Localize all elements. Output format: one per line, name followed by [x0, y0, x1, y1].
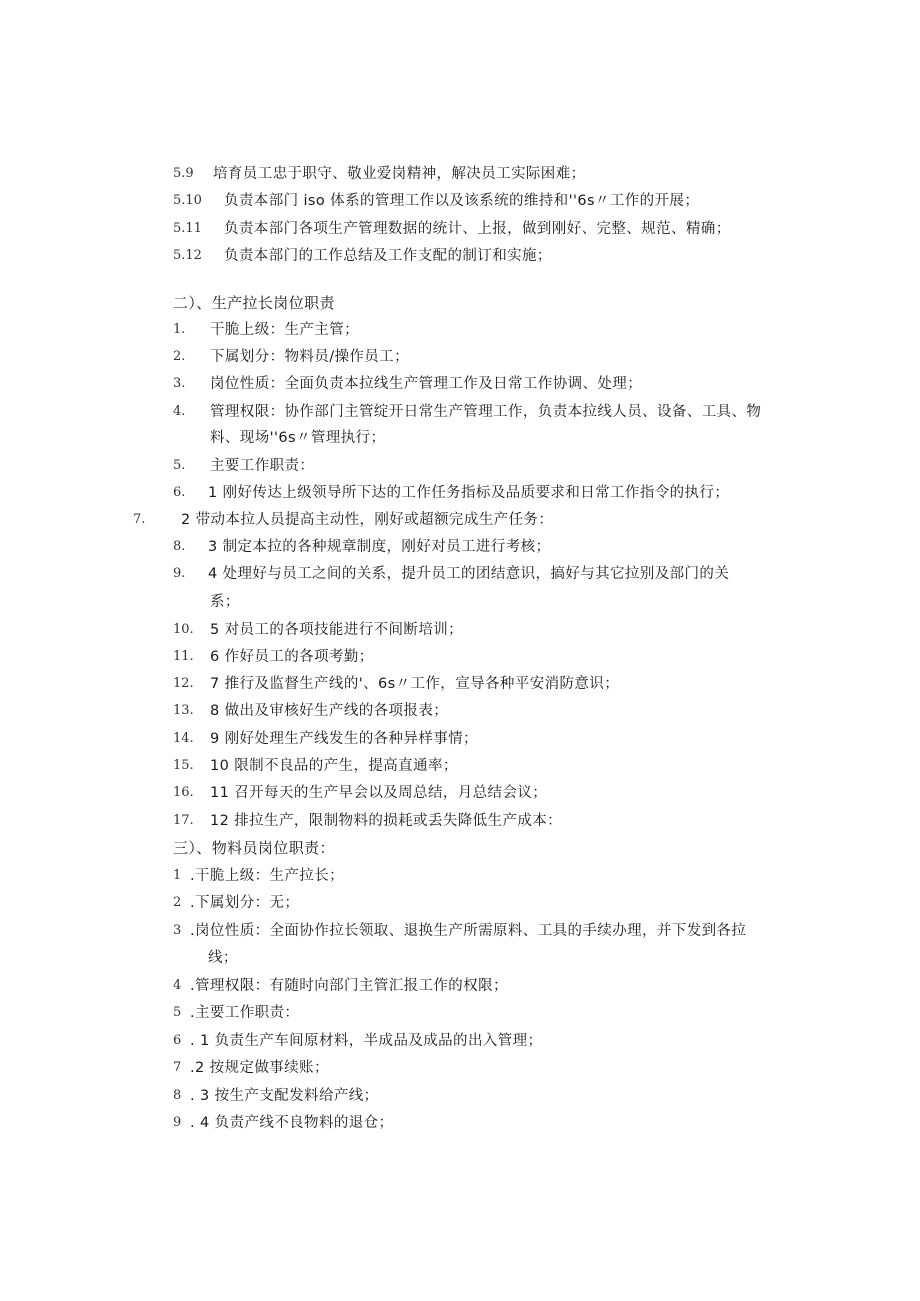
item-text: 7 推行及监督生产线的'、6s〃工作，宣导各种平安消防意识； — [210, 676, 620, 692]
item-number: 7 — [173, 1060, 182, 1075]
item-text: . 1 负责生产车间原材料，半成品及成品的出入管理； — [190, 1033, 543, 1049]
item-text: 培育员工忠于职守、敬业爱岗精神，解决员工实际困难； — [213, 166, 586, 182]
item-number: 5.9 — [173, 166, 194, 181]
item-number: 17. — [173, 813, 194, 828]
item-text: 12 排拉生产，限制物料的损耗或丢失降低生产成本： — [210, 813, 563, 829]
item-text: .管理权限：有随时向部门主管汇报工作的权限； — [190, 978, 508, 994]
item-number: 8 — [173, 1088, 182, 1103]
item-text: 负责本部门 iso 体系的管理工作以及该系统的维持和''6s〃工作的开展； — [224, 193, 700, 209]
item-text: .干脆上级：生产拉长； — [190, 868, 345, 884]
item-number: 11. — [173, 649, 194, 664]
item-text: 负责本部门的工作总结及工作支配的制订和实施； — [224, 248, 552, 264]
item-text: 主要工作职责： — [210, 458, 315, 474]
item-text: 岗位性质：全面负责本拉线生产管理工作及日常工作协调、处理； — [210, 376, 643, 392]
item-text: 负责本部门各项生产管理数据的统计、上报，做到刚好、完整、规范、精确； — [224, 221, 731, 237]
item-number: 2. — [173, 349, 186, 364]
item-number: 3. — [173, 376, 186, 391]
item-number: 1. — [173, 322, 186, 337]
item-number: 9 — [173, 1115, 182, 1130]
item-number: 5 — [173, 1005, 182, 1020]
item-text: 9 刚好处理生产线发生的各种异样事情； — [210, 731, 478, 747]
item-number: 6 — [173, 1033, 182, 1048]
item-number: 1 — [173, 868, 182, 883]
section-heading: 三）、物料员岗位职责： — [173, 839, 335, 857]
item-number: 6. — [173, 485, 186, 500]
item-number: 2 — [173, 895, 182, 910]
item-number: 5.10 — [173, 193, 202, 208]
item-text: 下属划分：物料员/操作员工； — [210, 349, 409, 365]
item-text: 2 带动本拉人员提高主动性，刚好或超额完成生产任务： — [181, 512, 554, 528]
item-text: . 3 按生产支配发料给产线； — [190, 1088, 379, 1104]
item-number: 3 — [173, 923, 182, 938]
item-number: 15. — [173, 758, 194, 773]
item-number: 5. — [173, 458, 186, 473]
item-number: 8. — [173, 539, 186, 554]
item-text: . 4 负责产线不良物料的退仓； — [190, 1115, 394, 1131]
item-text: .下属划分：无； — [190, 895, 300, 911]
item-text-continued: 系； — [210, 594, 240, 610]
item-text: 5 对员工的各项技能进行不间断培训； — [210, 622, 464, 638]
item-number: 12. — [173, 676, 194, 691]
item-number: 14. — [173, 731, 194, 746]
item-text: 10 限制不良品的产生，提高直通率； — [210, 758, 458, 774]
item-number: 5.12 — [173, 248, 202, 263]
item-text: 1 刚好传达上级领导所下达的工作任务指标及品质要求和日常工作指令的执行； — [208, 485, 730, 501]
item-text-continued: 线； — [208, 950, 238, 966]
item-number: 5.11 — [173, 221, 202, 236]
section-heading: 二）、生产拉长岗位职责 — [173, 294, 335, 312]
item-text: 干脆上级：生产主管； — [210, 322, 359, 338]
item-text: .岗位性质：全面协作拉长领取、退换生产所需原料、工具的手续办理，并下发到各拉 — [190, 923, 747, 939]
item-text: .主要工作职责： — [190, 1005, 300, 1021]
item-number: 7. — [133, 512, 146, 527]
item-number: 4. — [173, 404, 186, 419]
item-text: 4 处理好与员工之间的关系，提升员工的团结意识，搞好与其它拉别及部门的关 — [208, 566, 730, 582]
item-text: 3 制定本拉的各种规章制度，刚好对员工进行考核； — [208, 539, 551, 555]
item-number: 10. — [173, 622, 194, 637]
item-text-continued: 料、现场''6s〃管理执行； — [210, 430, 386, 446]
item-text: 管理权限：协作部门主管绽开日常生产管理工作，负责本拉线人员、设备、工具、物 — [210, 404, 762, 420]
item-text: 8 做出及审核好生产线的各项报表； — [210, 703, 449, 719]
item-text: 11 召开每天的生产早会以及周总结，月总结会议； — [210, 785, 548, 801]
item-number: 9. — [173, 566, 186, 581]
item-text: 6 作好员工的各项考勤； — [210, 649, 374, 665]
item-text: .2 按规定做事续账； — [190, 1060, 329, 1076]
item-number: 16. — [173, 785, 194, 800]
item-number: 13. — [173, 703, 194, 718]
item-number: 4 — [173, 978, 182, 993]
